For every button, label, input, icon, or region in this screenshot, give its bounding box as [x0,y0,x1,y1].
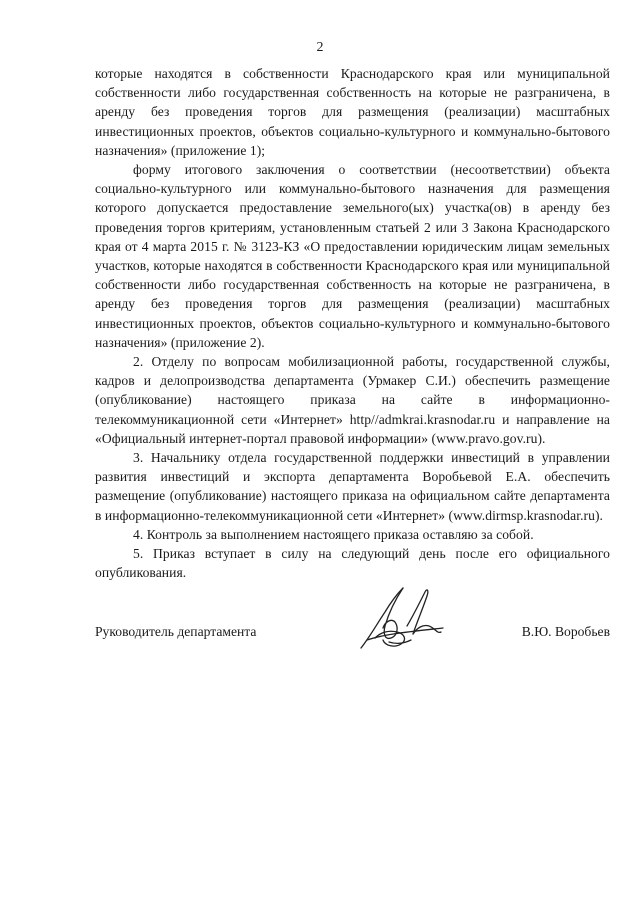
document-body [95,64,610,582]
signer-title: Руководитель департамента [95,624,257,639]
signature-block [95,622,610,642]
paragraph-form-conclusion: форму итогового заключения о соответствии (несоответствии) объекта социально-культурного или коммунально-бытового назначения для размещения которого допускается предоставление земельного(ых) участка(ов) в аренду без проведения торгов критериям, установленным статьей 2 или 3 Закона Краснодарского края от 4 марта 2015 г. № 3123-КЗ «О предоставлении юридическим лицам земельных участков, которые находятся в собственности Краснодарского края или муниципальной собственности либо государственная собственность на которые не разграничена, в аренду без проведения торгов для размещения (реализации) масштабных инвестиционных проектов, объектов социально-культурного и коммунально-бытового назначения» (приложение 2). [95,162,610,350]
paragraph-item-4: 4. Контроль за выполнением настоящего приказа оставляю за собой. [133,526,534,542]
paragraph-item-5: 5. Приказ вступает в силу на следующий день после его официального опубликования. [95,546,610,581]
signer-name: В.Ю. Воробьев [521,624,610,639]
handwritten-signature [355,582,447,654]
page-number: 2 [316,40,324,55]
paragraph-item-2: 2. Отделу по вопросам мобилизационной работы, государственной службы, кадров и делопроизводства департамента (Урмакер С.И.) обеспечить размещение (опубликование) настоящего приказа на сайте в информационно-телекоммуникационной сети «Интернет» http//admkrai.krasnodar.ru и направление на «Официальный интернет-портал правовой информации» (www.pravo.gov.ru). [95,354,610,446]
paragraph-item-3: 3. Начальнику отдела государственной поддержки инвестиций в управлении развития инвестиций и экспорта департамента Воробьевой Е.А. обеспечить размещение (опубликование) настоящего приказа на официальном сайте департамента в информационно-телекоммуникационной сети «Интернет» (www.dirmsp.krasnodar.ru). [95,450,610,523]
paragraph-continuation: которые находятся в собственности Краснодарского края или муниципальной собственности либо государственная собственность на которые не разграничена, в аренду без проведения торгов для размещения (реализации) масштабных инвестиционных проектов, объектов социально-культурного и коммунально-бытового назначения» (приложение 1); [95,66,610,158]
